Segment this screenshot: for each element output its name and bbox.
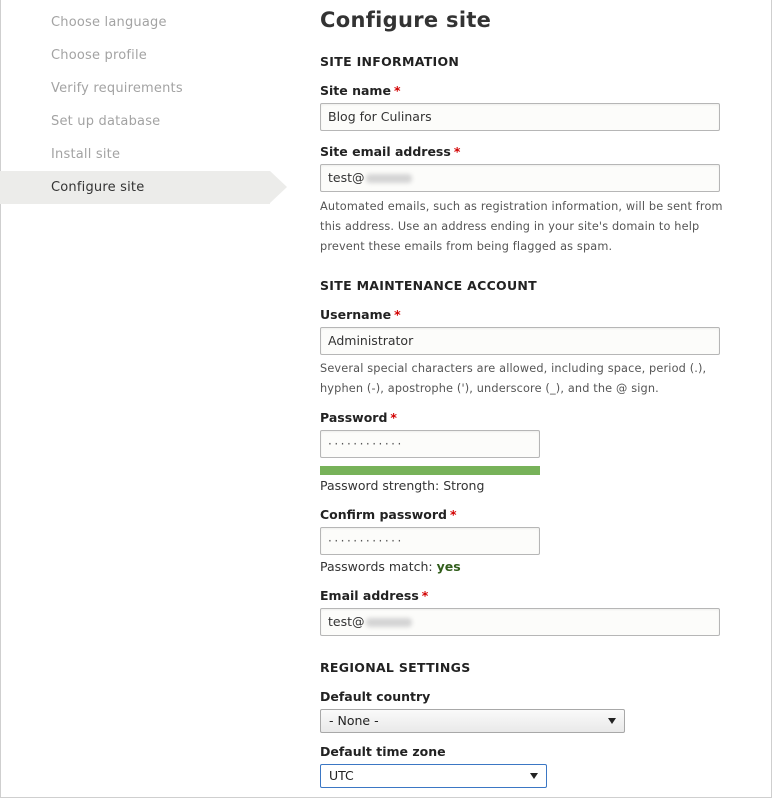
confirm-password-label: Confirm password * <box>320 507 457 522</box>
password-match-value: yes <box>436 559 461 574</box>
required-marker: * <box>390 410 397 425</box>
step-verify-requirements: Verify requirements <box>51 81 183 96</box>
password-strength-text: Password strength: Strong <box>320 478 485 493</box>
step-install-site: Install site <box>51 147 121 162</box>
password-match-status: Passwords match: yes <box>320 559 461 574</box>
dropdown-arrow-icon <box>530 773 538 779</box>
username-input[interactable]: Administrator <box>320 327 720 355</box>
required-marker: * <box>453 144 461 159</box>
redacted-domain <box>366 618 412 627</box>
default-timezone-select[interactable]: UTC <box>320 764 547 788</box>
confirm-password-input[interactable]: ············ <box>320 527 540 555</box>
step-configure-site: Configure site <box>0 171 270 204</box>
username-help: Several special characters are allowed, including space, period (.), hyphen (-), apostrophe ('), underscore (_), and the @ sign. <box>320 362 707 395</box>
required-marker: * <box>421 588 429 603</box>
site-email-help: Automated emails, such as registration information, will be sent from this address. Use an address ending in your site's domain to help prevent these emails from being flagged as spam. <box>320 200 723 253</box>
required-marker: * <box>449 507 457 522</box>
site-email-label: Site email address * <box>320 144 461 159</box>
section-maintenance-account: SITE MAINTENANCE ACCOUNT <box>320 278 538 293</box>
site-email-input[interactable]: test@ <box>320 164 720 192</box>
redacted-domain <box>366 174 412 183</box>
section-site-information: SITE INFORMATION <box>320 54 460 69</box>
step-choose-language: Choose language <box>51 15 167 30</box>
password-strength-bar <box>320 466 540 475</box>
default-country-label: Default country <box>320 689 431 704</box>
required-marker: * <box>393 83 401 98</box>
section-regional-settings: REGIONAL SETTINGS <box>320 660 471 675</box>
email-address-label: Email address * <box>320 588 429 603</box>
password-strength-fill <box>320 466 540 475</box>
dropdown-arrow-icon <box>608 718 616 724</box>
password-label: Password * <box>320 410 397 425</box>
page-title: Configure site <box>320 8 492 32</box>
required-marker: * <box>394 307 401 322</box>
username-label: Username * <box>320 307 401 322</box>
password-input[interactable]: ············ <box>320 430 540 458</box>
site-name-label: Site name * <box>320 83 401 98</box>
step-set-up-database: Set up database <box>51 114 161 129</box>
step-choose-profile: Choose profile <box>51 48 147 63</box>
default-timezone-label: Default time zone <box>320 744 446 759</box>
site-name-input[interactable]: Blog for Culinars <box>320 103 720 131</box>
default-country-select[interactable]: - None - <box>320 709 625 733</box>
email-address-input[interactable]: test@ <box>320 608 720 636</box>
